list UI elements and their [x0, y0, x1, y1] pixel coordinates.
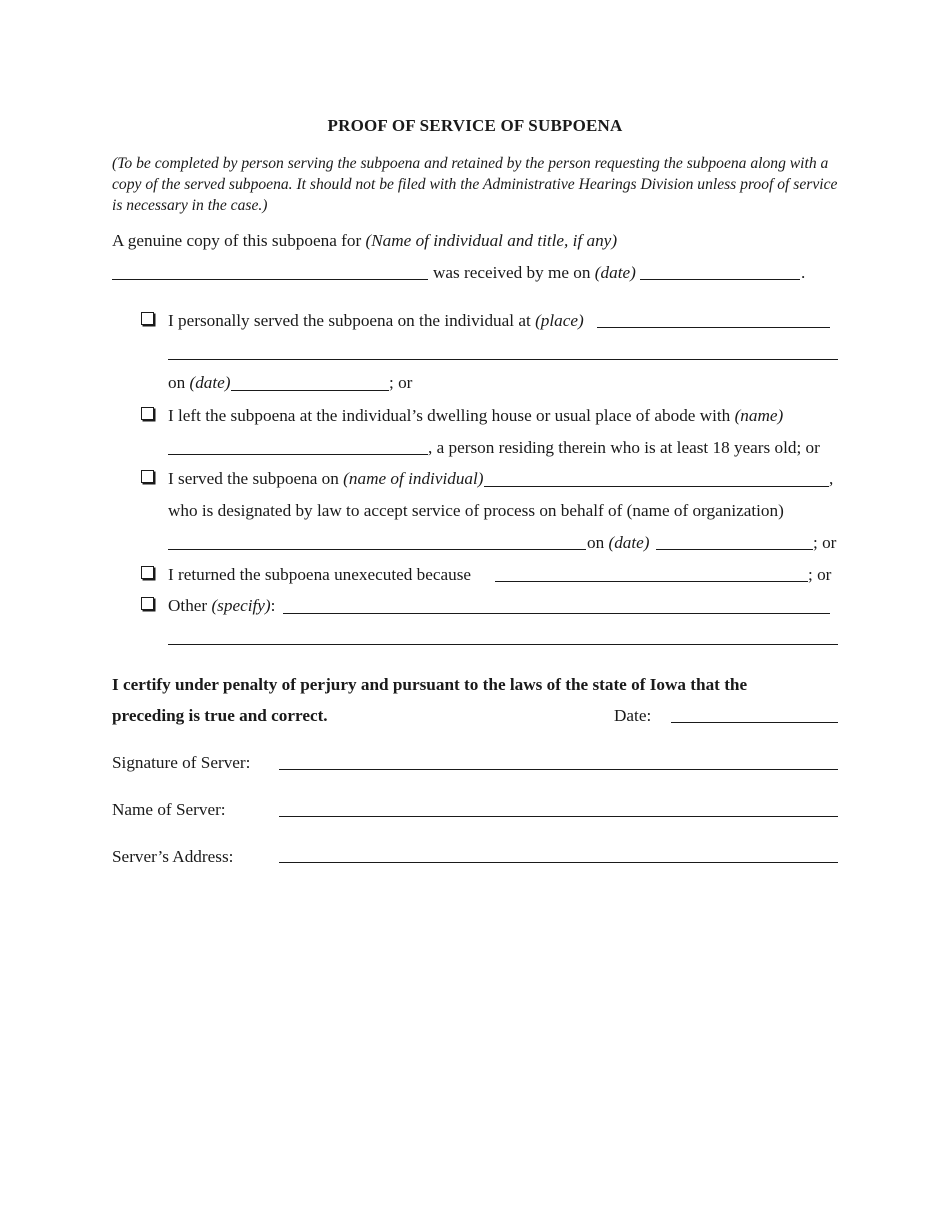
personal-place-line[interactable] [597, 327, 830, 328]
personal-date-hint: (date) [189, 373, 231, 392]
certification-line-1: I certify under penalty of perjury and pursuant to the laws of the state of Iowa that the [112, 675, 748, 694]
unexecuted-reason-line[interactable] [495, 581, 808, 582]
option-personal-text [168, 310, 584, 332]
checkbox-served-organization[interactable] [141, 470, 154, 483]
receipt-name-hint: (Name of individual and title, if any) [365, 231, 618, 250]
certification-date-line[interactable] [671, 722, 838, 723]
organization-name-line[interactable] [168, 549, 586, 550]
personal-place-line-2[interactable] [168, 359, 838, 360]
organization-end: ; or [813, 533, 837, 552]
dwelling-name-hint: (name) [734, 406, 784, 425]
other-colon: : [270, 596, 276, 615]
other-specify-hint: (specify) [211, 596, 271, 615]
organization-comma: , [829, 469, 834, 488]
date-label: Date: [614, 706, 652, 725]
personal-lead: I personally served the subpoena on the individual at [168, 311, 536, 330]
personal-on: on [168, 373, 190, 392]
instructions: (To be completed by person serving the subpoena and retained by the person requesting the subpoena along with a copy of the served subpoena. It should not be filed with the Administrative Hearings Division unless proof of service is necessary in the case.) [112, 155, 838, 214]
other-specify-line-2[interactable] [168, 644, 838, 645]
received-end: . [801, 263, 806, 282]
organization-name-hint: (name of individual) [343, 469, 484, 488]
received-date-hint: (date) [594, 263, 636, 282]
server-name-label: Name of Server: [112, 800, 226, 819]
received-text: was received by me on [433, 263, 595, 282]
checkbox-other[interactable] [141, 597, 154, 610]
option-organization-text [168, 468, 484, 490]
checkbox-personally-served[interactable] [141, 312, 154, 325]
option-other-text [168, 595, 275, 617]
server-address-line[interactable] [279, 862, 838, 863]
recipient-name-line[interactable] [112, 279, 428, 280]
signature-label: Signature of Server: [112, 753, 251, 772]
organization-date-hint: (date) [608, 533, 650, 552]
page-title: PROOF OF SERVICE OF SUBPOENA [327, 116, 623, 135]
personal-date-line[interactable] [231, 390, 389, 391]
dwelling-residing: , a person residing therein who is at least 18 years old; or [428, 438, 820, 457]
other-specify-line[interactable] [283, 613, 830, 614]
received-statement [433, 262, 636, 284]
organization-on: on [587, 533, 609, 552]
personal-on-text [168, 372, 231, 394]
organization-date-line[interactable] [656, 549, 813, 550]
organization-lead: I served the subpoena on [168, 469, 344, 488]
organization-on-text [587, 532, 650, 554]
organization-designated: who is designated by law to accept service of process on behalf of (name of organization) [168, 501, 784, 520]
certification-line-2: preceding is true and correct. [112, 706, 328, 725]
dwelling-lead: I left the subpoena at the individual’s dwelling house or usual place of abode with [168, 406, 735, 425]
personal-end: ; or [389, 373, 413, 392]
server-address-label: Server’s Address: [112, 847, 234, 866]
unexecuted-end: ; or [808, 565, 832, 584]
other-lead: Other [168, 596, 212, 615]
checkbox-left-at-dwelling[interactable] [141, 407, 154, 420]
received-date-line[interactable] [640, 279, 800, 280]
option-dwelling-text [168, 405, 783, 427]
organization-individual-line[interactable] [484, 486, 829, 487]
receipt-lead: A genuine copy of this subpoena for [112, 231, 366, 250]
dwelling-name-line[interactable] [168, 454, 428, 455]
checkbox-returned-unexecuted[interactable] [141, 566, 154, 579]
unexecuted-lead: I returned the subpoena unexecuted because [168, 565, 472, 584]
personal-place-hint: (place) [535, 311, 584, 330]
signature-line[interactable] [279, 769, 838, 770]
server-name-line[interactable] [279, 816, 838, 817]
receipt-statement [112, 230, 617, 252]
